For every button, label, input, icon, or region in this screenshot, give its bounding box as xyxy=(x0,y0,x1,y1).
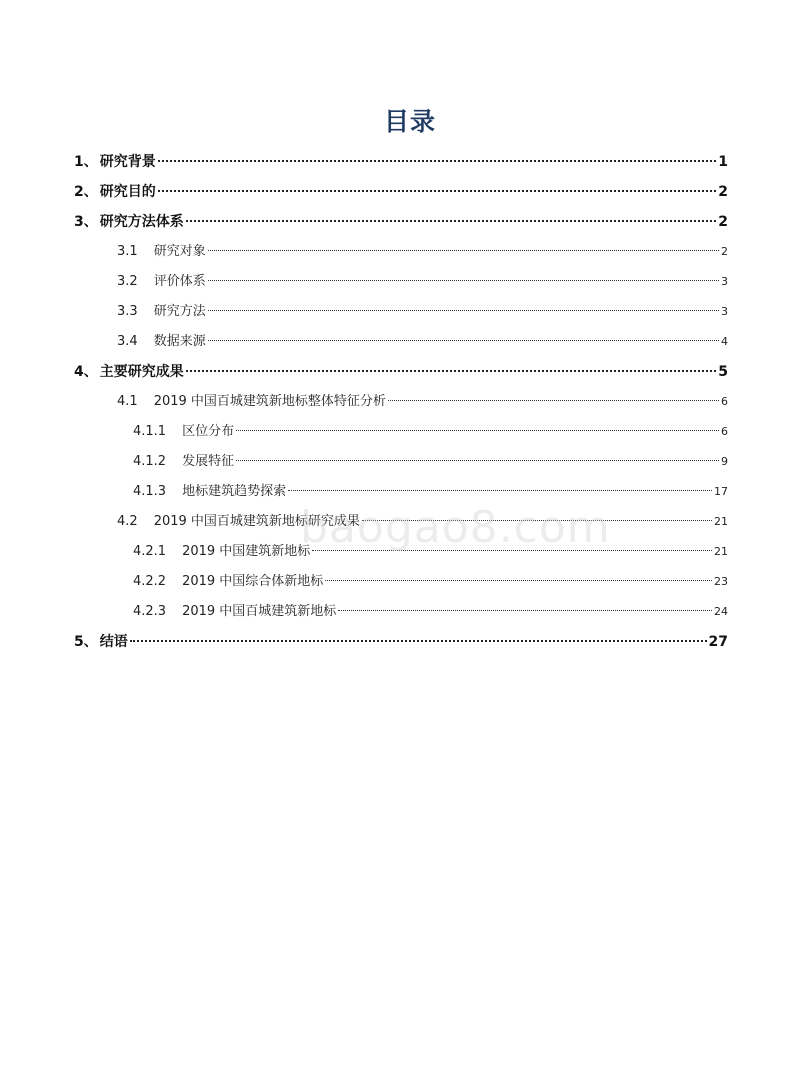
toc-entry-number: 4.2.3 xyxy=(133,604,167,619)
table-of-contents xyxy=(74,147,728,657)
toc-entry-text: 研究对象 xyxy=(153,244,206,259)
toc-entry-page: 2 xyxy=(718,214,728,230)
toc-entry-text: 研究目的 xyxy=(99,184,156,200)
toc-entry-4-1-3[interactable] xyxy=(74,477,728,507)
toc-entry-page: 23 xyxy=(714,575,728,588)
toc-entry-number: 3.4 xyxy=(117,334,138,349)
toc-entry-text: 评价体系 xyxy=(153,274,206,289)
toc-entry-text: 主要研究成果 xyxy=(99,364,184,380)
toc-entry-page: 3 xyxy=(721,305,728,318)
dot-leader xyxy=(236,430,719,431)
toc-entry-number: 3、 xyxy=(74,214,98,230)
toc-entry-page: 17 xyxy=(714,485,728,498)
toc-entry-number: 4.1 xyxy=(117,394,138,409)
toc-entry-number: 4、 xyxy=(74,364,98,380)
toc-entry-text: 2019 中国百城建筑新地标整体特征分析 xyxy=(153,394,386,409)
dot-leader xyxy=(208,280,719,281)
toc-entry-3-2[interactable] xyxy=(74,267,728,297)
toc-entry-5[interactable] xyxy=(74,627,728,657)
toc-entry-page: 6 xyxy=(721,425,728,438)
toc-entry-4-1-2[interactable] xyxy=(74,447,728,477)
toc-entry-text: 区位分布 xyxy=(182,424,235,439)
dot-leader xyxy=(158,160,717,162)
toc-entry-text: 研究方法体系 xyxy=(99,214,184,230)
toc-entry-number: 4.2.2 xyxy=(133,574,167,589)
toc-entry-page: 27 xyxy=(708,634,728,650)
toc-entry-3-3[interactable] xyxy=(74,297,728,327)
toc-entry-text: 研究方法 xyxy=(153,304,206,319)
toc-entry-number: 2、 xyxy=(74,184,98,200)
toc-entry-4-2-1[interactable] xyxy=(74,537,728,567)
dot-leader xyxy=(186,220,717,222)
toc-entry-page: 2 xyxy=(721,245,728,258)
toc-entry-4-1-1[interactable] xyxy=(74,417,728,447)
toc-entry-4[interactable] xyxy=(74,357,728,387)
dot-leader xyxy=(158,190,717,192)
toc-entry-text: 2019 中国建筑新地标 xyxy=(182,544,311,559)
toc-entry-4-2-2[interactable] xyxy=(74,567,728,597)
toc-entry-page: 3 xyxy=(721,275,728,288)
toc-entry-4-2-3[interactable] xyxy=(74,597,728,627)
dot-leader xyxy=(312,550,712,551)
toc-entry-page: 1 xyxy=(718,154,728,170)
toc-entry-3-1[interactable] xyxy=(74,237,728,267)
toc-entry-number: 3.2 xyxy=(117,274,138,289)
toc-entry-page: 6 xyxy=(721,395,728,408)
toc-entry-text: 2019 中国综合体新地标 xyxy=(182,574,324,589)
toc-entry-number: 3.3 xyxy=(117,304,138,319)
toc-entry-number: 4.1.1 xyxy=(133,424,167,439)
toc-entry-page: 9 xyxy=(721,455,728,468)
dot-leader xyxy=(388,400,719,401)
toc-entry-text: 结语 xyxy=(99,634,128,650)
dot-leader xyxy=(208,340,719,341)
toc-entry-number: 1、 xyxy=(74,154,98,170)
toc-entry-2[interactable] xyxy=(74,177,728,207)
toc-entry-1[interactable] xyxy=(74,147,728,177)
watermark: baogao8.com xyxy=(300,502,611,553)
dot-leader xyxy=(186,370,717,372)
toc-entry-page: 2 xyxy=(718,184,728,200)
toc-entry-number: 5、 xyxy=(74,634,98,650)
toc-entry-page: 5 xyxy=(718,364,728,380)
toc-entry-text: 地标建筑趋势探索 xyxy=(182,484,287,499)
page-title: 目录 xyxy=(383,107,436,136)
toc-entry-number: 3.1 xyxy=(117,244,138,259)
toc-entry-4-1[interactable] xyxy=(74,387,728,417)
dot-leader xyxy=(130,640,707,642)
toc-entry-text: 2019 中国百城建筑新地标研究成果 xyxy=(153,514,360,529)
toc-entry-number: 4.1.2 xyxy=(133,454,167,469)
toc-entry-number: 4.2 xyxy=(117,514,138,529)
toc-entry-page: 21 xyxy=(714,515,728,528)
toc-entry-page: 4 xyxy=(721,335,728,348)
toc-entry-3-4[interactable] xyxy=(74,327,728,357)
toc-entry-4-2[interactable] xyxy=(74,507,728,537)
toc-entry-number: 4.1.3 xyxy=(133,484,167,499)
dot-leader xyxy=(325,580,712,581)
toc-entry-text: 数据来源 xyxy=(153,334,206,349)
dot-leader xyxy=(236,460,719,461)
toc-entry-text: 2019 中国百城建筑新地标 xyxy=(182,604,337,619)
dot-leader xyxy=(338,610,712,611)
dot-leader xyxy=(208,250,719,251)
toc-entry-page: 24 xyxy=(714,605,728,618)
toc-entry-number: 4.2.1 xyxy=(133,544,167,559)
dot-leader xyxy=(362,520,712,521)
dot-leader xyxy=(288,490,712,491)
toc-entry-text: 发展特征 xyxy=(182,454,235,469)
toc-entry-page: 21 xyxy=(714,545,728,558)
toc-entry-3[interactable] xyxy=(74,207,728,237)
toc-entry-text: 研究背景 xyxy=(99,154,156,170)
dot-leader xyxy=(208,310,719,311)
